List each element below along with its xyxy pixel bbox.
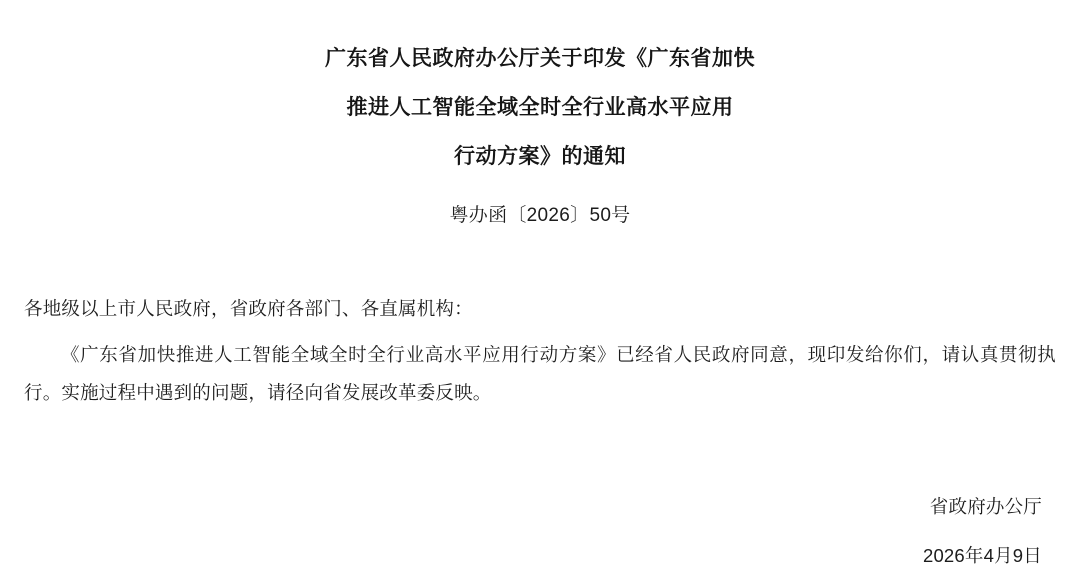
signature-issuer: 省政府办公厅 — [929, 496, 1042, 517]
document-title-line-3: 行动方案》的通知 — [454, 145, 626, 168]
salutation: 各地级以上市人民政府，省政府各部门、各直属机构： — [24, 298, 473, 319]
signature-date: 2026年4月9日 — [922, 545, 1042, 566]
document-title — [24, 34, 1056, 181]
document-title-line-2: 推进人工智能全域全时全行业高水平应用 — [346, 96, 734, 119]
document-body — [24, 293, 1056, 412]
document-number: 粤办函〔2026〕50号 — [449, 205, 631, 226]
document-title-line-1: 广东省人民政府办公厅关于印发《广东省加快 — [325, 47, 755, 70]
body-paragraph: 《广东省加快推进人工智能全域全时全行业高水平应用行动方案》已经省人民政府同意，现印发给你们，请认真贯彻执行。实施过程中遇到的问题，请径向省发展改革委反映。 — [24, 344, 1056, 403]
